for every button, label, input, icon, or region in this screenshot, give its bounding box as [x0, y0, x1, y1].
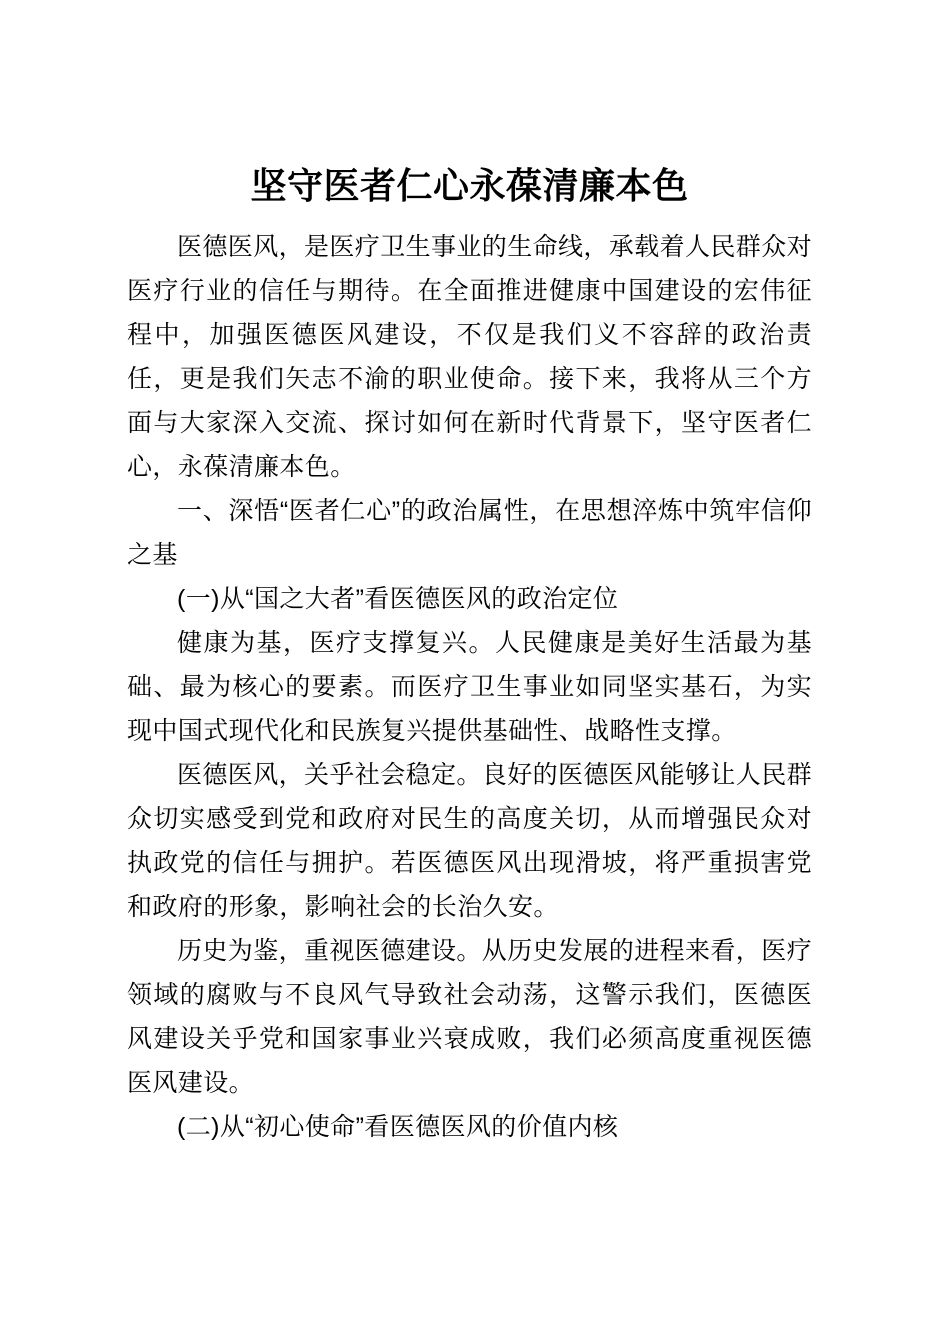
- subsection-heading-1-2: (二)从“初心使命”看医德医风的价值内核: [177, 1113, 619, 1141]
- paragraph-social-stability: 医德医风，关乎社会稳定。良好的医德医风能够让人民群众切实感受到党和政府对民生的高度关切，从而增强民众对执政党的信任与拥护。若医德医风出现滑坡，将严重损害党和政府的形象，影响社会的长治久安。: [127, 761, 813, 921]
- document-body: [127, 225, 812, 1149]
- subsection-heading-1-1: (一)从“国之大者”看医德医风的政治定位: [177, 585, 619, 613]
- paragraph-history-lesson: 历史为鉴，重视医德建设。从历史发展的进程来看，医疗领域的腐败与不良风气导致社会动荡，这警示我们，医德医风建设关乎党和国家事业兴衰成败，我们必须高度重视医德医风建设。: [127, 937, 813, 1097]
- document-title: 坚守医者仁心永葆清廉本色: [250, 165, 689, 206]
- paragraph-intro: 医德医风，是医疗卫生事业的生命线，承载着人民群众对医疗行业的信任与期待。在全面推进健康中国建设的宏伟征程中，加强医德医风建设，不仅是我们义不容辞的政治责任，更是我们矢志不渝的职业使命。接下来，我将从三个方面与大家深入交流、探讨如何在新时代背景下，坚守医者仁心，永葆清廉本色。: [127, 233, 813, 481]
- section-heading-1: 一、深悟“医者仁心”的政治属性，在思想淬炼中筑牢信仰之基: [127, 497, 812, 569]
- paragraph-health-foundation: 健康为基，医疗支撑复兴。人民健康是美好生活最为基础、最为核心的要素。而医疗卫生事业如同坚实基石，为实现中国式现代化和民族复兴提供基础性、战略性支撑。: [127, 629, 812, 745]
